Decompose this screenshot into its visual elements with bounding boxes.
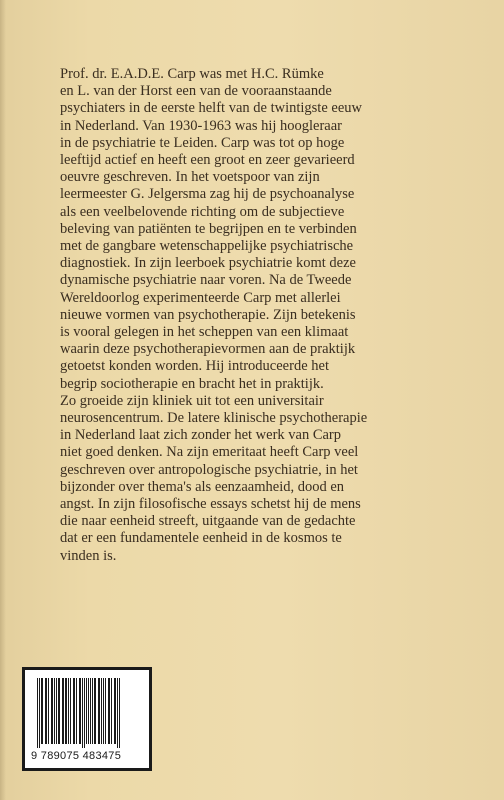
barcode-bar: [108, 678, 110, 744]
blurb-line: leeftijd actief en heeft een groot en zeer gevarieerd: [60, 152, 355, 169]
blurb-line: vinden is.: [60, 547, 117, 564]
blurb-line: is vooral gelegen in het scheppen van een klimaat: [60, 324, 349, 341]
barcode-bar: [65, 678, 67, 744]
barcode-bar: [98, 678, 100, 744]
blurb-line: diagnostiek. In zijn leerboek psychiatrie komt deze: [60, 255, 356, 272]
blurb-line: in Nederland. Van 1930-1963 was hij hoogleraar: [60, 117, 343, 134]
barcode-bar: [88, 678, 89, 744]
barcode-bar: [119, 678, 120, 748]
barcode-bar: [76, 678, 77, 744]
blurb-line: Prof. dr. E.A.D.E. Carp was met H.C. Rümke: [60, 66, 324, 82]
barcode-bar: [103, 678, 104, 744]
barcode-bar: [62, 678, 64, 744]
blurb-line: in Nederland laat zich zonder het werk van Carp: [60, 427, 342, 444]
blurb-line: met de gangbare wetenschappelijke psychiatrische: [60, 238, 354, 255]
barcode-bars: [33, 678, 147, 750]
blurb-line: psychiaters in de eerste helft van de twintigste eeuw: [60, 100, 362, 117]
barcode-bar: [94, 678, 96, 744]
blurb-line: nieuwe vormen van psychotherapie. Zijn betekenis: [60, 306, 356, 323]
blurb-line: angst. In zijn filosofische essays schetst hij de mens: [60, 496, 361, 513]
blurb-line: waarin deze psychotherapievormen aan de praktijk: [60, 341, 356, 358]
barcode-bar: [45, 678, 47, 744]
barcode-bar: [58, 678, 60, 744]
barcode-bar: [51, 678, 53, 744]
barcode-bar: [114, 678, 116, 744]
blurb-line: getoetst konden worden. Hij introduceerde het: [60, 358, 329, 375]
barcode-bar: [84, 678, 85, 748]
barcode-bar: [79, 678, 81, 744]
blurb-line: begrip sociotherapie en bracht het in praktijk.: [60, 375, 324, 392]
barcode-bar: [117, 678, 118, 748]
barcode-bar: [73, 678, 75, 744]
barcode-bar: [68, 678, 69, 744]
barcode-bar: [37, 678, 38, 748]
barcode-bar: [82, 678, 83, 748]
barcode-bar: [111, 678, 112, 744]
blurb-line: dynamische psychiatrie naar voren. Na de Tweede: [60, 272, 352, 289]
barcode-bar: [39, 678, 40, 748]
blurb-line: bijzonder over thema's als eenzaamheid, dood en: [60, 478, 345, 495]
blurb-line: in de psychiatrie te Leiden. Carp was tot op hoge: [60, 134, 345, 151]
blurb-line: leermeester G. Jelgersma zag hij de psychoanalyse: [60, 186, 355, 203]
spine-shadow: [0, 0, 6, 800]
barcode-bar: [92, 678, 93, 744]
blurb-line: dat er een fundamentele eenheid in de kosmos te: [60, 530, 342, 547]
blurb-line: oeuvre geschreven. In het voetspoor van zijn: [60, 169, 320, 186]
blurb-line: neurosencentrum. De latere klinische psychotherapie: [60, 410, 368, 427]
barcode-bar: [86, 678, 87, 744]
blurb-line: beleving van patiënten te begrijpen en te verbinden: [60, 220, 357, 237]
barcode-bar: [101, 678, 102, 744]
blurb-line: Zo groeide zijn kliniek uit tot een universitair: [60, 392, 324, 409]
isbn-barcode: [22, 667, 152, 771]
barcode-bar: [41, 678, 43, 744]
barcode-bar: [70, 678, 71, 744]
blurb-line: die naar eenheid streeft, uitgaande van de gedachte: [60, 513, 356, 530]
barcode-bar: [56, 678, 57, 744]
barcode-digits: 9 789075 483475: [31, 750, 122, 762]
blurb-text: [60, 66, 480, 565]
blurb-line: Wereldoorlog experimenteerde Carp met allerlei: [60, 289, 341, 306]
blurb-line: geschreven over antropologische psychiatrie, in het: [60, 461, 358, 478]
blurb-line: niet goed denken. Na zijn emeritaat heeft Carp veel: [60, 444, 359, 461]
blurb-line: als een veelbelovende richting om de subjectieve: [60, 203, 345, 220]
blurb-line: en L. van der Horst een van de vooraanstaande: [60, 83, 332, 100]
barcode-bar: [54, 678, 55, 744]
barcode-bar: [48, 678, 49, 744]
barcode-bar: [90, 678, 91, 744]
barcode-bar: [105, 678, 106, 744]
